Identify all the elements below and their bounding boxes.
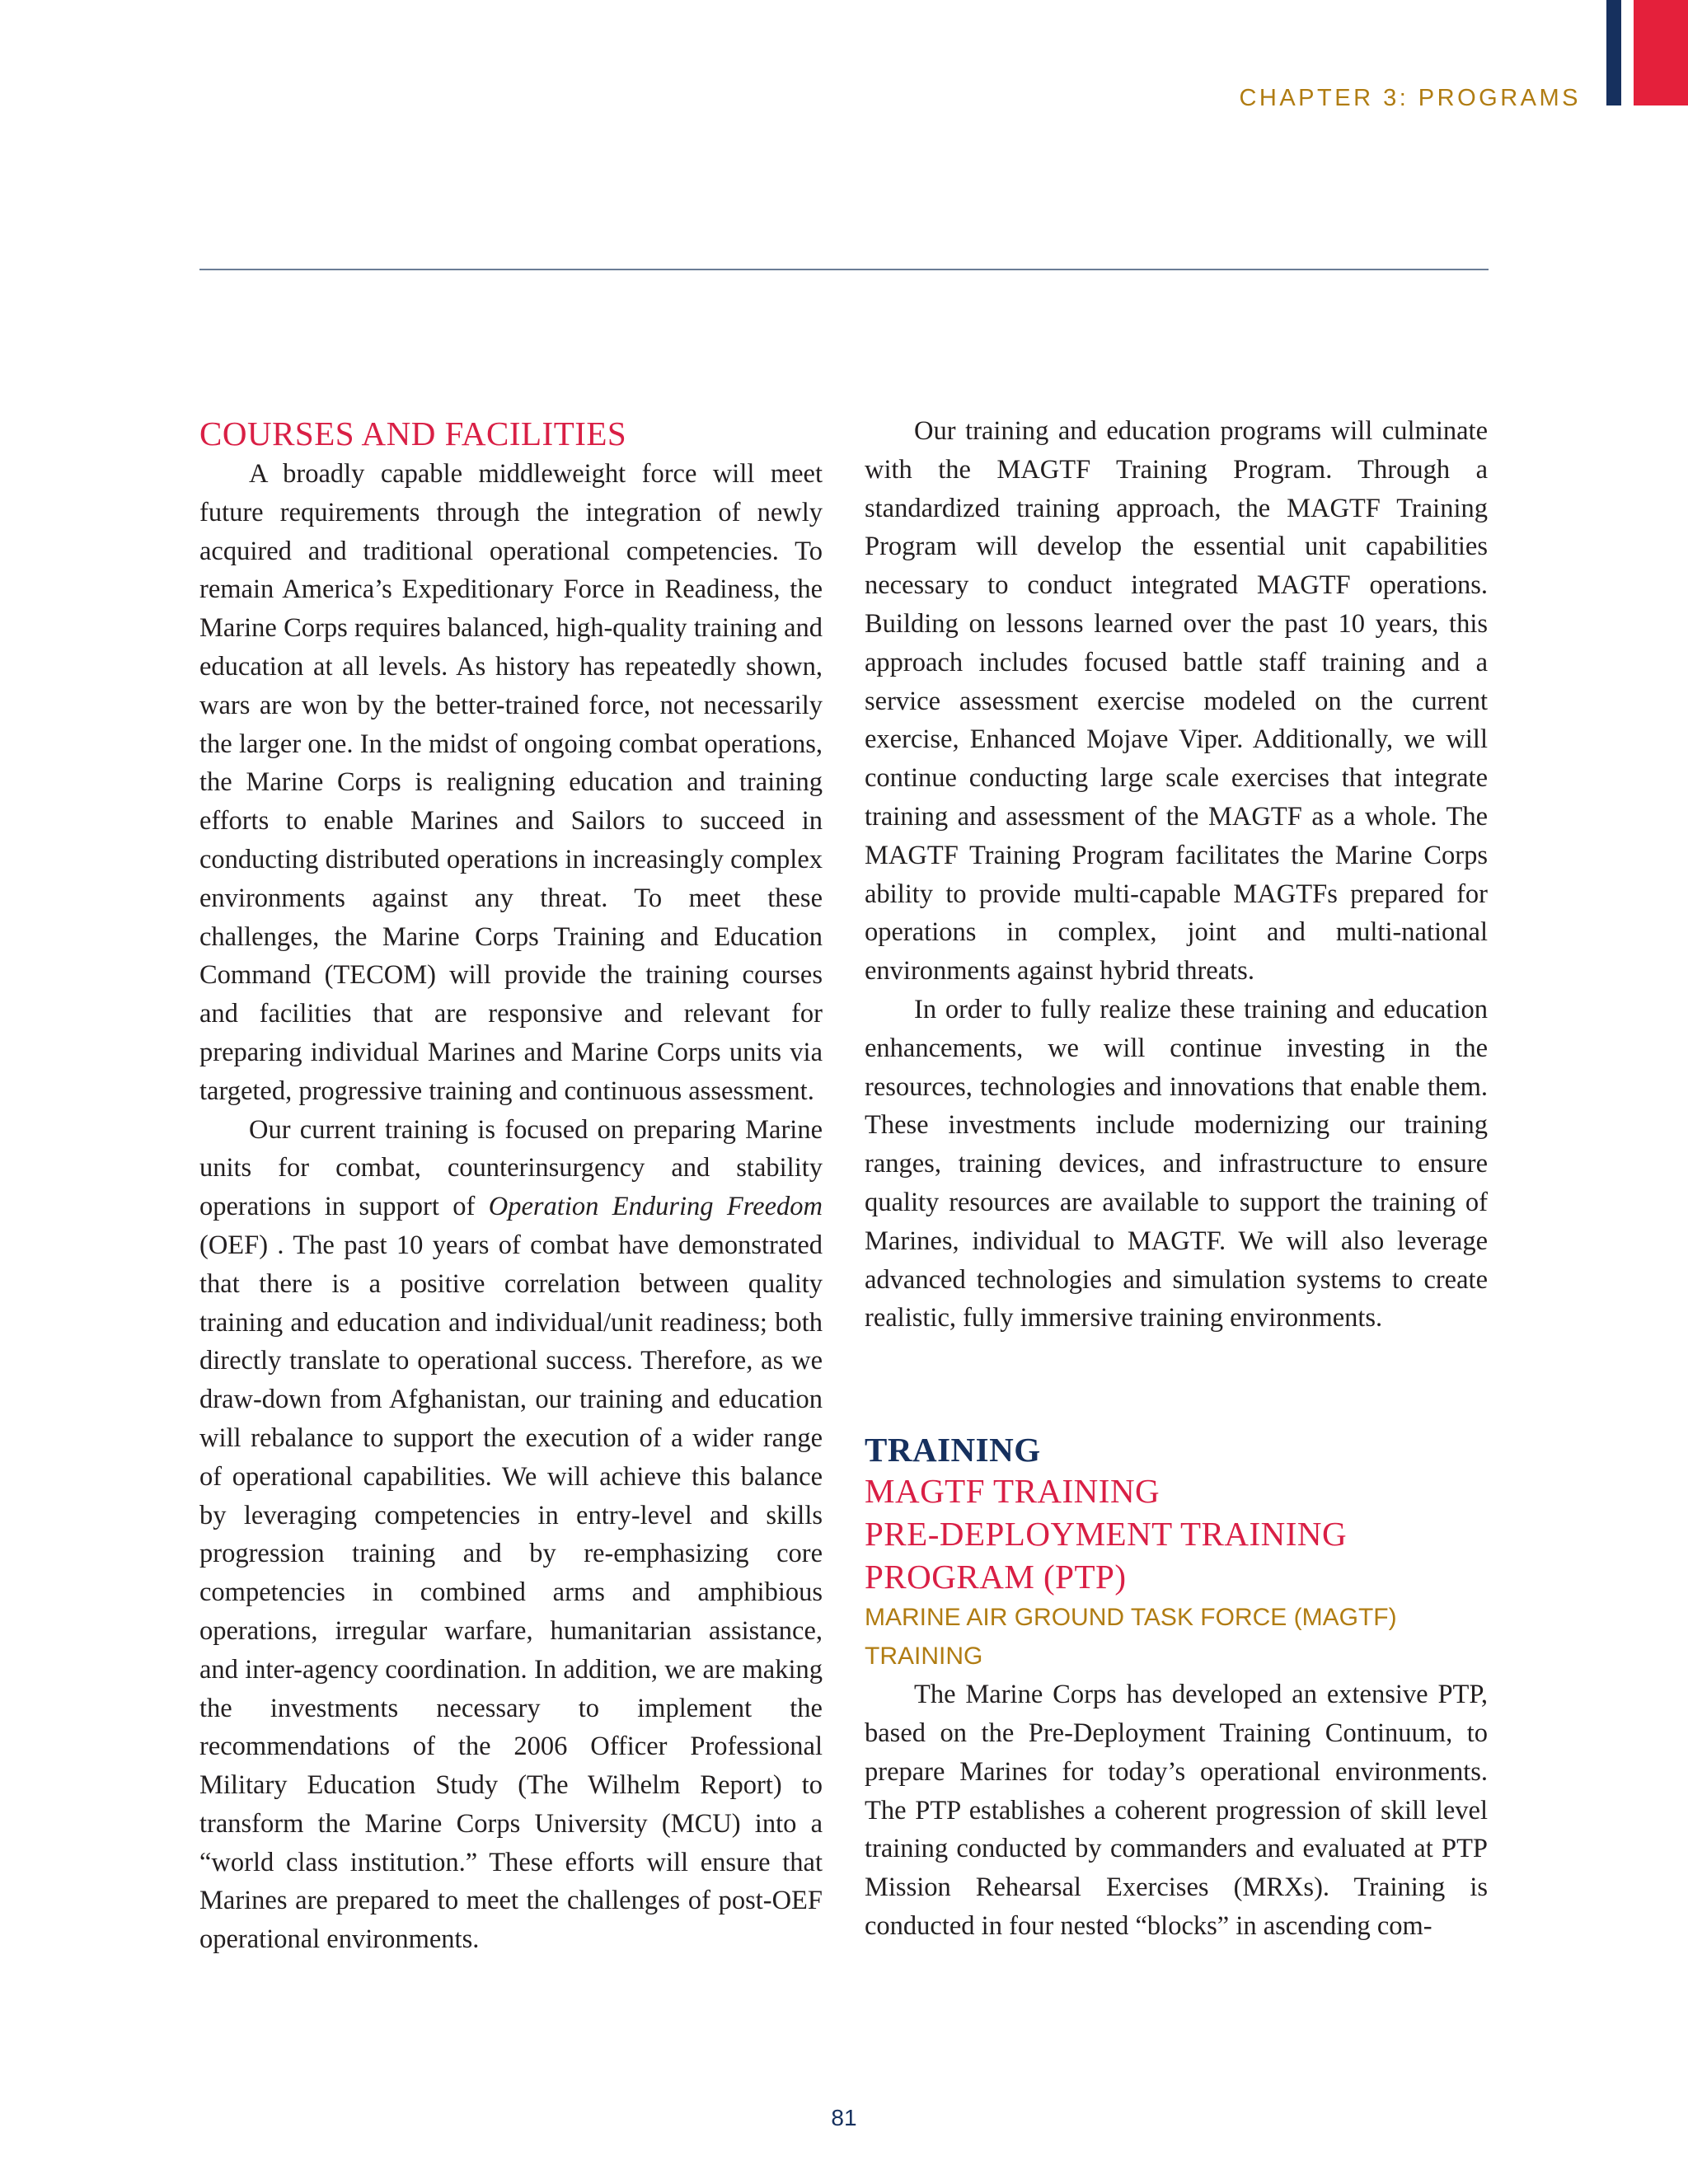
subsection-heading-ptp-line2: PROGRAM (PTP) xyxy=(865,1558,1127,1596)
paragraph xyxy=(199,1111,823,1960)
section-gap xyxy=(865,1338,1488,1430)
subheading-magtf-line2: TRAINING xyxy=(865,1643,983,1671)
paragraph-text: (OEF) . The past 10 years of combat have demonstrated that there is a positive correlation between quality training and education and individual/unit readiness; both directly translate to operational success. Therefore, as we draw-down from Afghanistan, our training and education will rebalance to support the execution of a wider range of operational capabilities. We will achieve this balance by leveraging competencies in entry-level and skills progression training and by re-emphasizing core competencies in combined arms and amphibious operations, irregular warfare, humanitarian assistance, and inter-agency coordination. In addition, we are making the investments necessary to implement the recommendations of the 2006 Officer Professional Military Education Study (The Wilhelm Report) to transform the Marine Corps University (MCU) into a “world class institution.” These efforts will ensure that Marines are prepared to meet the challenges of post-OEF operational environments. xyxy=(199,1230,823,1955)
italic-operation-name: Operation Enduring Freedom xyxy=(488,1192,823,1222)
corner-navy-bar xyxy=(1606,0,1621,105)
right-column xyxy=(865,412,1488,1946)
paragraph: Our training and education programs will culminate with the MAGTF Training Program. Through a standardized training approach, the MAGTF Training Program will develop the essential unit capabilities necessary to conduct integrated MAGTF operations. Building on lessons learned over the past 10 years, this approach includes focused battle staff training and a service assessment exercise modeled on the current exercise, Enhanced Mojave Viper. Additionally, we will continue conducting large scale exercises that integrate training and assessment of the MAGTF as a whole. The MAGTF Training Program facilitates the Marine Corps ability to provide multi-capable MAGTFs prepared for operations in complex, joint and multi-national environments against hybrid threats. xyxy=(865,416,1488,987)
subsection-heading-ptp-line1: PRE-DEPLOYMENT TRAINING xyxy=(865,1515,1348,1554)
left-column xyxy=(199,412,823,1959)
subheading-magtf-line1: MARINE AIR GROUND TASK FORCE (MAGTF) xyxy=(865,1604,1397,1632)
subsection-heading-magtf: MAGTF TRAINING xyxy=(865,1472,1160,1511)
paragraph: In order to fully realize these training and education enhancements, we will continue investing in the resources, technologies and innovations that enable them. These investments include modernizing our training ranges, training devices, and infrastructure to ensure quality resources are available to support the training of Marines, individual to MAGTF. We will also leverage advanced technologies and simulation systems to create realistic, fully immersive training environments. xyxy=(865,994,1488,1333)
corner-red-bar xyxy=(1634,0,1688,105)
paragraph-text: Our current training is focused on preparing Marine units for combat, counterinsurgency and stability operations in support of xyxy=(199,1114,823,1222)
chapter-header: CHAPTER 3: PROGRAMS xyxy=(1239,85,1581,111)
paragraph: A broadly capable middleweight force will meet future requirements through the integration of newly acquired and traditional operational competencies. To remain America’s Expeditionary Force in Readiness, the Marine Corps requires balanced, high-quality training and education at all levels. As history has repeatedly shown, wars are won by the better-trained force, not necessarily the larger one. In the midst of ongoing combat operations, the Marine Corps is realigning education and training efforts to enable Marines and Sailors to succeed in conducting distributed operations in increasingly complex environments against any threat. To meet these challenges, the Marine Corps Training and Education Command (TECOM) will provide the training courses and facilities that are responsive and relevant for preparing individual Marines and Marine Corps units via targeted, progressive training and continuous assessment. xyxy=(199,459,823,1106)
paragraph: The Marine Corps has developed an extensive PTP, based on the Pre-Deployment Training Continuum, to prepare Marines for today’s operational environments. The PTP establishes a coherent progression of skill level training conducted by commanders and evaluated at PTP Mission Rehearsal Exercises (MRXs). Training is conducted in four nested “blocks” in ascending com- xyxy=(865,1680,1488,1941)
header-rule xyxy=(199,269,1489,270)
page-number: 81 xyxy=(831,2105,857,2130)
section-heading-training: TRAINING xyxy=(865,1431,1041,1469)
section-heading-courses: COURSES AND FACILITIES xyxy=(199,415,627,452)
